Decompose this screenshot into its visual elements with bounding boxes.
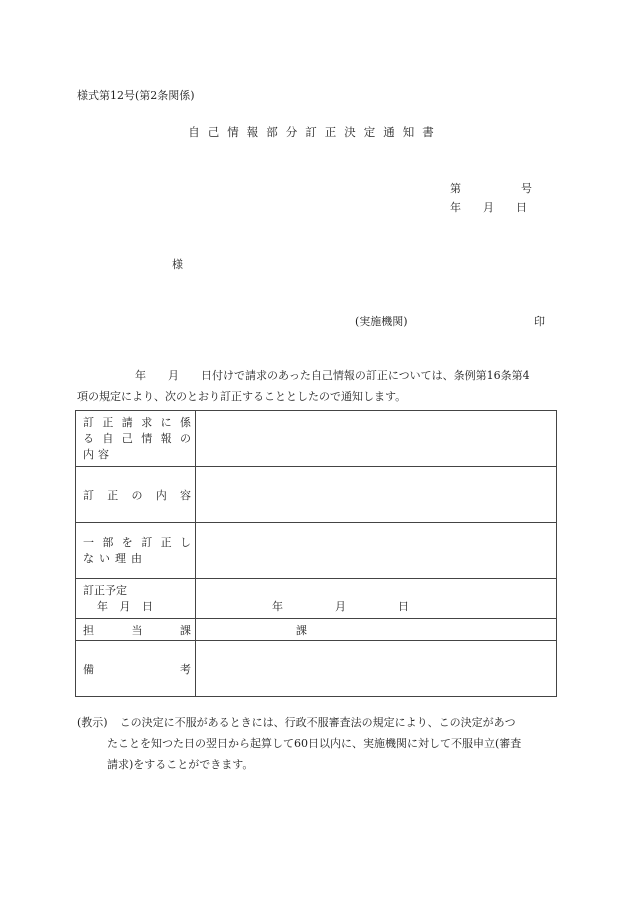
- issue-date-year: 年: [450, 201, 461, 214]
- issue-date-day: 日: [516, 201, 527, 214]
- label-correction-content: 訂正の内容: [76, 467, 196, 523]
- body-year: 年: [135, 369, 146, 382]
- label-scheduled-date: 訂正予定 年 月 日: [76, 579, 196, 619]
- issue-date: [450, 199, 527, 215]
- seal-mark: 印: [534, 315, 545, 328]
- label-partial-reason: 一部を訂正し ない理由: [76, 523, 196, 579]
- notes-heading: (教示): [77, 716, 108, 729]
- notes: [77, 712, 521, 775]
- addressee-suffix: 様: [172, 258, 183, 271]
- value-department[interactable]: [196, 619, 557, 641]
- scheduled-day: 日: [398, 599, 409, 613]
- label-department: 担当課: [76, 619, 196, 641]
- doc-number-suffix: 号: [521, 182, 532, 195]
- table-row: [76, 467, 557, 523]
- agency-label: (実施機関): [355, 315, 408, 328]
- scheduled-year: 年: [272, 599, 283, 613]
- body-text: [77, 365, 530, 407]
- body-line-2: 項の規定により、次のとおり訂正することとしたので通知します。: [77, 390, 407, 403]
- scheduled-month: 月: [335, 599, 346, 613]
- label-request-content: 訂正請求に係 る自己情報の 内容: [76, 411, 196, 467]
- document-title: 自己情報部分訂正決定通知書: [188, 125, 442, 139]
- form-number: 様式第12号(第2条関係): [77, 89, 195, 102]
- body-line-1: [77, 365, 530, 386]
- label-remarks: 備考: [76, 641, 196, 697]
- notes-line-3: 請求)をすることができます。: [107, 758, 254, 771]
- table-row: [76, 641, 557, 697]
- value-correction-content[interactable]: [196, 467, 557, 523]
- table-row: [76, 411, 557, 467]
- notes-line-1: (教示) この決定に不服があるときには、行政不服審査法の規定により、この決定があつ: [77, 716, 516, 729]
- issue-date-month: 月: [483, 201, 494, 214]
- table-row: [76, 579, 557, 619]
- value-remarks[interactable]: [196, 641, 557, 697]
- notes-line-2: たことを知つた日の翌日から起算して60日以内に、実施機関に対して不服申立(審査: [107, 737, 522, 750]
- department-suffix: 課: [296, 623, 307, 637]
- document-number: [450, 180, 532, 196]
- table-row: [76, 523, 557, 579]
- body-line-1-rest: 日付けで請求のあった自己情報の訂正については、条例第16条第4: [201, 369, 530, 382]
- table-row: [76, 619, 557, 641]
- value-request-content[interactable]: [196, 411, 557, 467]
- body-month: 月: [168, 369, 179, 382]
- correction-table: [75, 410, 557, 697]
- value-partial-reason[interactable]: [196, 523, 557, 579]
- doc-number-prefix: 第: [450, 182, 461, 195]
- value-scheduled-date[interactable]: [196, 579, 557, 619]
